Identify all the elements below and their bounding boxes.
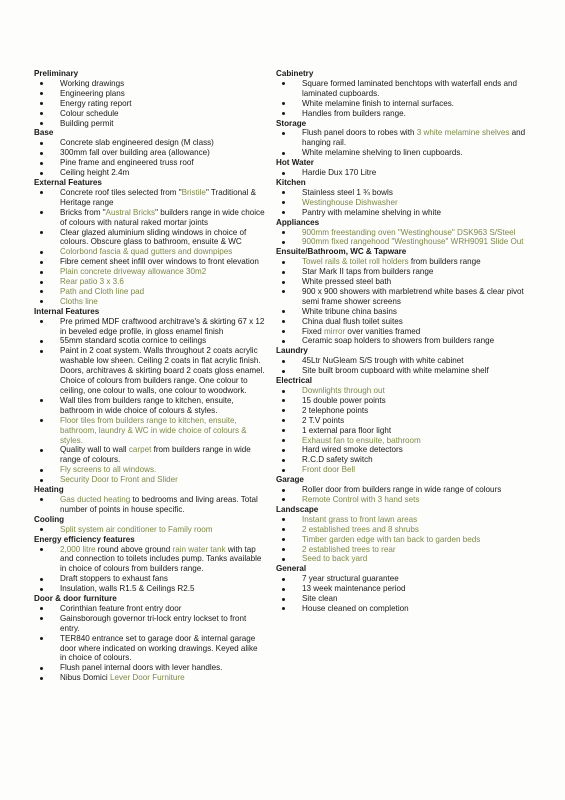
item-text: Wall tiles from builders range to kitchen, ensuite, bathroom in wide choice of colours & styles.: [60, 395, 234, 415]
list-item: [276, 168, 538, 178]
item-text: White pressed steel bath: [302, 277, 392, 287]
list-item: [276, 515, 538, 525]
bullet-list: [34, 188, 266, 307]
list-item: [34, 574, 266, 584]
section-title: Preliminary: [34, 69, 79, 78]
item-text: 1 external para floor light: [302, 425, 392, 435]
list-item: [276, 426, 538, 436]
list-item: [276, 208, 538, 218]
list-item: [276, 109, 538, 119]
bullet-list: [276, 257, 538, 346]
section-title: Energy efficiency features: [34, 534, 135, 544]
item-text: Clear glazed aluminium sliding windows in choice of colours. Obscure glass to bathroom, ensuite & WC: [60, 227, 247, 247]
item-text: from builders range in wide range of colours.: [60, 445, 251, 465]
option-text: 2,000 litre: [60, 544, 96, 554]
list-item: [34, 148, 266, 158]
list-item: [34, 287, 266, 297]
item-text: Fixed: [302, 326, 325, 336]
item-text: 900 x 900 showers with marbletrend white bases & clear pivot semi frame shower screens: [302, 286, 524, 306]
list-item: [34, 208, 266, 228]
item-text: R.C.D safety switch: [302, 455, 373, 465]
item-text: Hard wired smoke detectors: [302, 445, 403, 455]
item-text: Pantry with melamine shelving in white: [302, 207, 442, 217]
option-text: Front door Bell: [302, 465, 356, 475]
option-text: rain water tank: [172, 544, 226, 554]
list-item: [276, 148, 538, 158]
list-item: [276, 495, 538, 505]
list-item: [34, 158, 266, 168]
list-item: [276, 356, 538, 366]
bullet-list: [34, 317, 266, 485]
list-item: [276, 327, 538, 337]
list-item: [34, 168, 266, 178]
item-text: Gainsborough governor tri-lock entry lockset to front entry.: [60, 613, 247, 633]
section-title: Cooling: [34, 514, 65, 524]
item-text: Hardie Dux 170 Litre: [302, 168, 377, 178]
list-item: [276, 128, 538, 148]
section-preliminary: [34, 69, 266, 128]
item-text: Energy rating report: [60, 98, 132, 108]
item-text: Colour schedule: [60, 108, 119, 118]
list-item: [276, 455, 538, 465]
item-text: Corinthian feature front entry door: [60, 603, 182, 613]
list-item: [276, 545, 538, 555]
section-title: Door & door furniture: [34, 594, 117, 604]
item-text: 15 double power points: [302, 395, 386, 405]
list-item: [34, 604, 266, 614]
section-internal-features: [34, 307, 266, 485]
section-electrical: [276, 376, 538, 475]
option-text: Path and Cloth line pad: [60, 286, 145, 296]
bullet-list: [276, 574, 538, 614]
section-heating: [34, 485, 266, 515]
list-item: [34, 138, 266, 148]
section-base: [34, 128, 266, 178]
list-item: [34, 545, 266, 575]
item-text: " builders range in wide choice of colours with natural raked mortar joints: [60, 207, 265, 227]
list-item: [34, 79, 266, 89]
section-general: [276, 564, 538, 614]
item-text: White tribune china basins: [302, 306, 397, 316]
item-text: Square formed laminated benchtops with waterfall ends and laminated cupboards.: [302, 78, 518, 98]
option-text: Colorbond fascia & quad gutters and downpipes: [60, 247, 233, 257]
list-item: [34, 317, 266, 337]
item-text: China dual flush toilet suites: [302, 316, 403, 326]
item-text: Working drawings: [60, 78, 125, 88]
item-text: Site clean: [302, 594, 338, 604]
section-garage: [276, 475, 538, 505]
bullet-list: [34, 545, 266, 595]
list-item: [276, 228, 538, 238]
section-energy-efficiency-features: [34, 535, 266, 594]
section-landscape: [276, 505, 538, 564]
item-text: 7 year structural guarantee: [302, 574, 399, 584]
list-item: [276, 535, 538, 545]
option-text: Westinghouse Dishwasher: [302, 197, 398, 207]
item-text: and hanging rail.: [302, 128, 526, 148]
option-text: Floor tiles from builders range to kitchen, ensuite, bathroom, laundry & WC in wide choice of colours & styles.: [60, 415, 247, 445]
item-text: Concrete roof tiles selected from ": [60, 187, 182, 197]
list-item: [276, 257, 538, 267]
option-text: Remote Control with 3 hand sets: [302, 494, 420, 504]
list-item: [34, 475, 266, 485]
item-text: Building permit: [60, 118, 114, 128]
section-storage: [276, 119, 538, 159]
list-item: [34, 257, 266, 267]
option-text: Seed to back yard: [302, 554, 368, 564]
option-text: Instant grass to front lawn areas: [302, 514, 418, 524]
item-text: Star Mark II taps from builders range: [302, 267, 434, 277]
option-text: Gas ducted heating: [60, 494, 131, 504]
list-item: [34, 228, 266, 248]
item-text: 2 T.V points: [302, 415, 345, 425]
list-item: [276, 198, 538, 208]
item-text: Engineering plans: [60, 88, 125, 98]
item-text: with tap and connection to toilets includes pump. Tanks available in choice of colours from builders range.: [60, 544, 262, 574]
item-text: to bedrooms and living areas. Total number of points in house specific.: [60, 494, 258, 514]
list-item: [276, 406, 538, 416]
list-item: [276, 416, 538, 426]
option-text: mirror: [324, 326, 346, 336]
section-title: Internal Features: [34, 306, 100, 316]
section-title: Ensuite/Bathroom, WC & Tapware: [276, 247, 407, 257]
list-item: [34, 614, 266, 634]
option-text: Towel rails & toilet roll holders: [302, 257, 409, 267]
list-item: [34, 445, 266, 465]
bullet-list: [276, 168, 538, 178]
bullet-list: [34, 604, 266, 683]
section-hot-water: [276, 158, 538, 178]
section-title: Appliances: [276, 217, 320, 227]
item-text: Pine frame and engineered truss roof: [60, 158, 194, 168]
list-item: [276, 99, 538, 109]
item-text: Ceramic soap holders to showers from builders range: [302, 336, 495, 346]
list-item: [34, 297, 266, 307]
list-item: [276, 554, 538, 564]
list-item: [276, 237, 538, 247]
option-text: Downlights through out: [302, 386, 385, 395]
list-item: [276, 307, 538, 317]
item-text: Flush panel doors to robes with: [302, 128, 417, 138]
list-item: [34, 119, 266, 129]
section-title: Cabinetry: [276, 69, 314, 78]
item-text: Site built broom cupboard with white melamine shelf: [302, 366, 489, 376]
section-title: General: [276, 564, 307, 574]
section-ensuite-bathroom-wc-tapware: [276, 247, 538, 346]
list-item: [276, 396, 538, 406]
item-text: Draft stoppers to exhaust fans: [60, 574, 168, 584]
section-title: Kitchen: [276, 177, 306, 187]
list-item: [34, 247, 266, 257]
list-item: [276, 287, 538, 307]
list-item: [34, 109, 266, 119]
item-text: Concrete slab engineered design (M class): [60, 138, 214, 148]
item-text: from builders range: [408, 257, 481, 267]
item-text: Handles from builders range.: [302, 108, 406, 118]
list-item: [276, 525, 538, 535]
bullet-list: [276, 188, 538, 218]
section-title: External Features: [34, 177, 102, 187]
list-item: [34, 396, 266, 416]
list-item: [34, 336, 266, 346]
item-text: over vanities framed: [345, 326, 421, 336]
list-item: [276, 267, 538, 277]
item-text: 300mm fall over building area (allowance): [60, 148, 210, 158]
section-title: Hot Water: [276, 158, 314, 168]
left-column: [34, 69, 266, 683]
list-item: [276, 485, 538, 495]
bullet-list: [34, 138, 266, 178]
section-title: Garage: [276, 475, 304, 485]
section-kitchen: [276, 178, 538, 218]
list-item: [34, 525, 266, 535]
bullet-list: [34, 495, 266, 515]
list-item: [34, 346, 266, 396]
option-text: Lever Door Furniture: [109, 673, 185, 683]
option-text: 900mm freestanding oven "Westinghouse" DSK963 S/Steel: [302, 227, 516, 237]
section-title: Base: [34, 128, 54, 138]
item-text: TER840 entrance set to garage door & internal garage door where indicated on working drawings. Keyed alike in choice of colours.: [60, 633, 258, 663]
item-text: Quality wall to wall: [60, 445, 129, 455]
list-item: [276, 336, 538, 346]
list-item: [34, 673, 266, 683]
option-text: carpet: [128, 445, 152, 455]
bullet-list: [34, 79, 266, 129]
option-text: Austral Bricks: [105, 207, 156, 217]
item-text: 45Ltr NuGleam S/S trough with white cabinet: [302, 356, 464, 366]
bullet-list: [276, 79, 538, 119]
section-title: Storage: [276, 118, 307, 128]
list-item: [34, 495, 266, 515]
item-text: Ceiling height 2.4m: [60, 168, 130, 178]
item-text: Flush panel internal doors with lever handles.: [60, 663, 223, 673]
list-item: [34, 188, 266, 208]
option-text: Timber garden edge with tan back to garden beds: [302, 534, 481, 544]
item-text: 2 telephone points: [302, 405, 369, 415]
section-title: Laundry: [276, 346, 308, 356]
item-text: Pre primed MDF craftwood architrave's & skirting 67 x 12 in beveled edge profile, in gloss enamel finish: [60, 316, 265, 336]
list-item: [276, 574, 538, 584]
bullet-list: [276, 386, 538, 475]
section-cabinetry: [276, 69, 538, 119]
option-text: 3 white melamine shelves: [416, 128, 510, 138]
item-text: " Traditional & Heritage range: [60, 187, 257, 207]
list-item: [276, 604, 538, 614]
list-item: [34, 634, 266, 664]
item-text: Fibre cement sheet infill over windows to front elevation: [60, 257, 259, 267]
item-text: 13 week maintenance period: [302, 584, 406, 594]
section-cooling: [34, 515, 266, 535]
option-text: Exhaust fan to ensuite, bathroom: [302, 435, 421, 445]
option-text: Split system air conditioner to Family room: [60, 524, 213, 534]
option-text: Fly screens to all windows.: [60, 465, 157, 475]
list-item: [276, 188, 538, 198]
option-text: 900mm fixed rangehood "Westinghouse" WRH9091 Slide Out: [302, 237, 524, 247]
section-appliances: [276, 218, 538, 248]
section-title: Landscape: [276, 504, 319, 514]
section-title: Electrical: [276, 376, 312, 386]
item-text: Bricks from ": [60, 207, 106, 217]
bullet-list: [276, 228, 538, 248]
list-item: [34, 89, 266, 99]
item-text: White melamine finish to internal surfaces.: [302, 98, 455, 108]
list-item: [34, 663, 266, 673]
item-text: Roller door from builders range in wide range of colours: [302, 485, 502, 495]
item-text: Insulation, walls R1.5 & Ceilings R2.5: [60, 584, 195, 594]
option-text: Plain concrete driveway allowance 30m2: [60, 267, 207, 277]
bullet-list: [276, 356, 538, 376]
item-text: House cleaned on completion: [302, 603, 409, 613]
option-text: 2 established trees and 8 shrubs: [302, 524, 419, 534]
section-external-features: [34, 178, 266, 307]
list-item: [276, 436, 538, 446]
option-text: 2 established trees to rear: [302, 544, 396, 554]
item-text: Nibus Domici: [60, 673, 110, 683]
list-item: [34, 267, 266, 277]
list-item: [276, 79, 538, 99]
item-text: round above ground: [95, 544, 173, 554]
list-item: [276, 594, 538, 604]
list-item: [276, 465, 538, 475]
list-item: [34, 277, 266, 287]
item-text: Stainless steel 1 ¾ bowls: [302, 187, 393, 197]
bullet-list: [276, 485, 538, 505]
option-text: Rear patio 3 x 3.6: [60, 277, 124, 287]
list-item: [276, 277, 538, 287]
list-item: [276, 445, 538, 455]
section-door-door-furniture: [34, 594, 266, 683]
list-item: [276, 317, 538, 327]
bullet-list: [276, 515, 538, 565]
right-column: [276, 69, 538, 614]
section-laundry: [276, 346, 538, 376]
list-item: [34, 416, 266, 446]
item-text: Paint in 2 coat system. Walls throughout 2 coats acrylic washable low sheen. Ceiling 2 coats in flat acrylic finish. Doors, architraves & skirting board 2 coats gloss enamel. Choice of colours from builders range. One colour to ceiling, one colour to walls, one colour to woodwork.: [60, 346, 265, 395]
bullet-list: [276, 128, 538, 158]
list-item: [276, 584, 538, 594]
list-item: [276, 386, 538, 396]
list-item: [34, 465, 266, 475]
option-text: Bristile: [181, 187, 206, 197]
item-text: White melamine shelving to linen cupboards.: [302, 148, 463, 158]
list-item: [276, 366, 538, 376]
section-title: Heating: [34, 485, 64, 495]
bullet-list: [34, 525, 266, 535]
list-item: [34, 584, 266, 594]
item-text: 55mm standard scotia cornice to ceilings: [60, 336, 207, 346]
option-text: Security Door to Front and Slider: [60, 475, 178, 485]
list-item: [34, 99, 266, 109]
option-text: Cloths line: [60, 296, 98, 306]
